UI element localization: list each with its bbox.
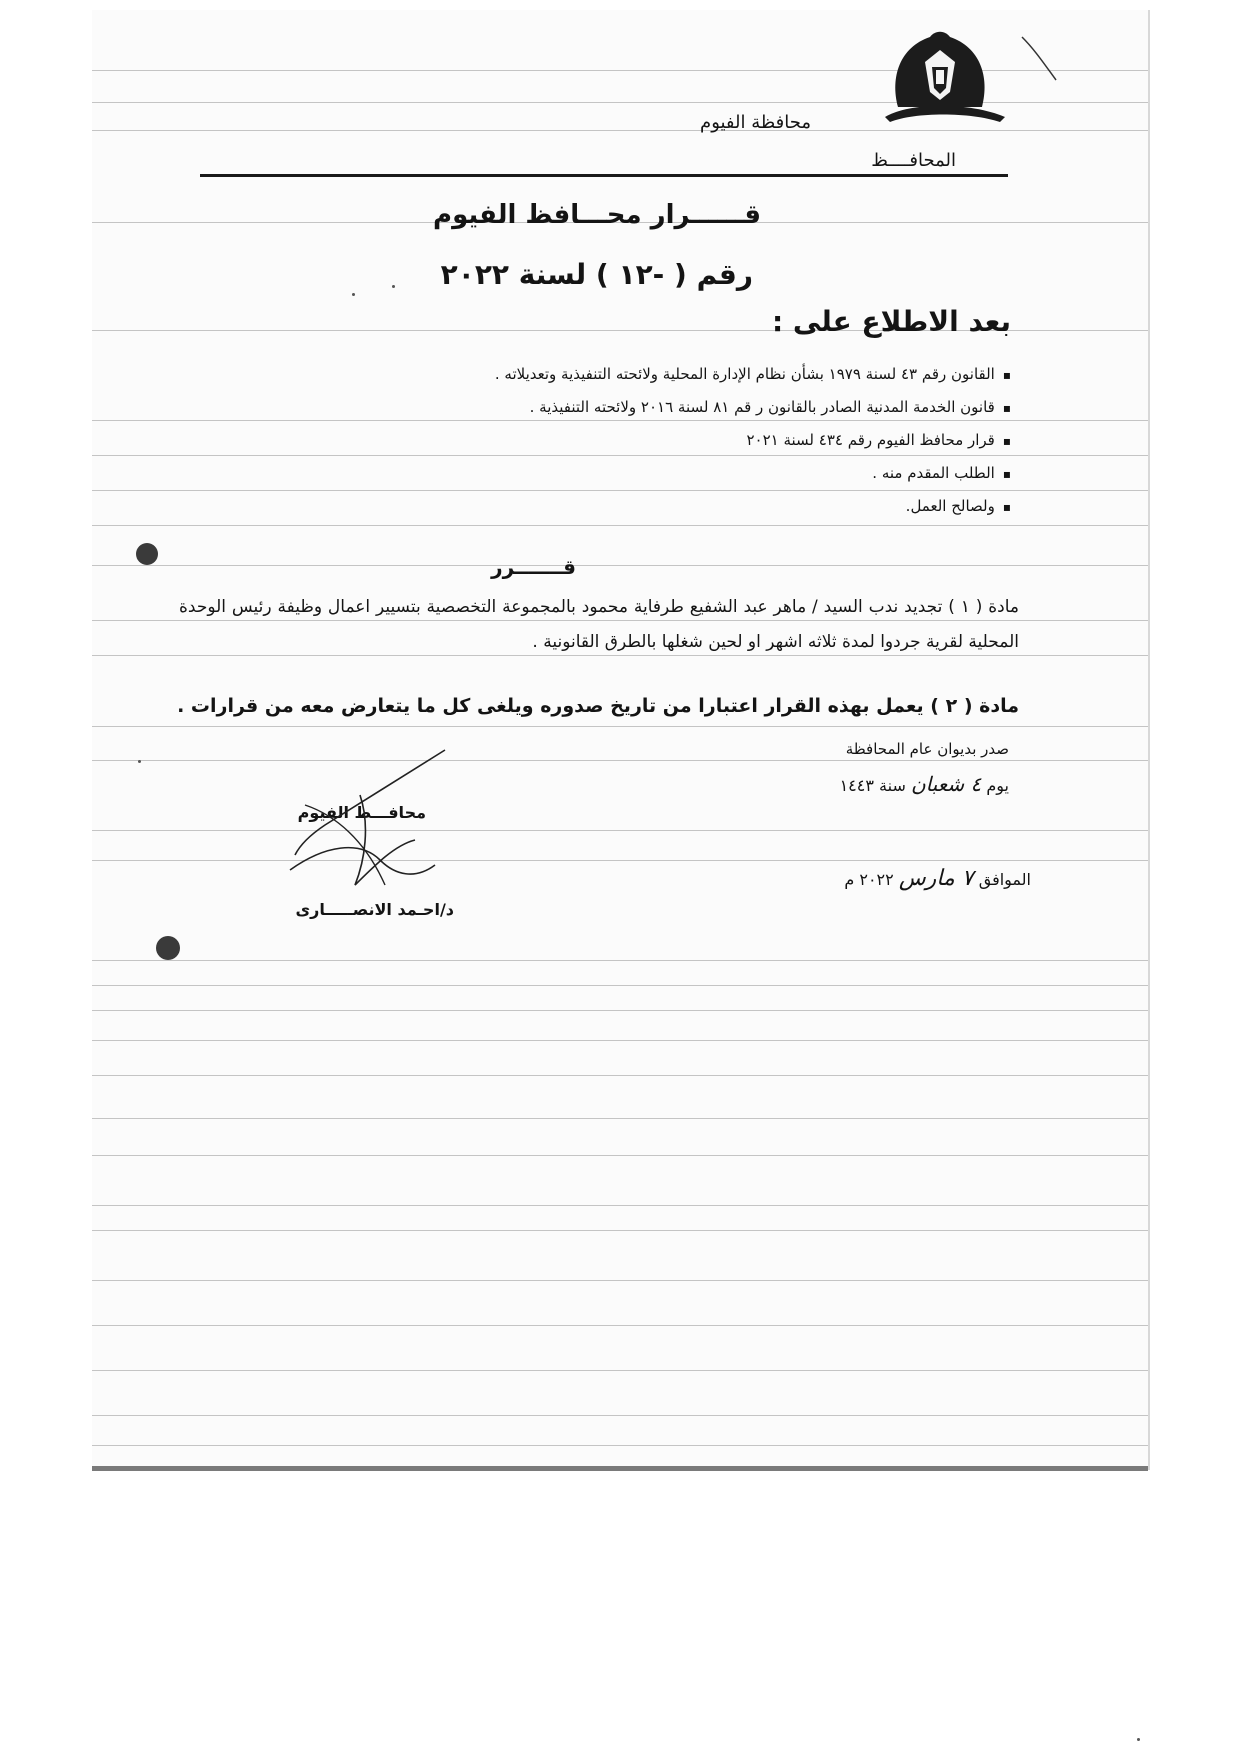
reference-list	[495, 358, 1011, 523]
handwritten-signature	[285, 745, 460, 895]
reference-item: ▪ ولصالح العمل.	[495, 490, 1011, 523]
day-label: يوم	[986, 776, 1009, 795]
scan-speck	[1137, 1738, 1140, 1741]
reference-item: ▪ القانون رقم ٤٣ لسنة ١٩٧٩ بشأن نظام الإدارة المحلية ولائحته التنفيذية وتعديلاته .	[495, 358, 1011, 391]
scan-speck	[352, 293, 355, 296]
article-1: مادة ( ١ ) تجديد ندب السيد / ماهر عبد الشفيع طرفاية محمود بالمجموعة التخصصية بتسيير اعمال وظيفة رئيس الوحدة المحلية لقرية جردوا لمدة ثلاثه اشهر او لحين شغلها بالطرق القانونية .	[179, 597, 1020, 652]
hijri-year: ١٤٤٣	[839, 776, 874, 795]
corresponding-label: الموافق	[978, 870, 1031, 889]
day-handwritten: ٤ شعبان	[910, 772, 982, 796]
scan-speck	[392, 285, 395, 288]
scan-speck	[138, 760, 141, 763]
punch-hole	[136, 543, 158, 565]
signatory-name: د/احـمد الانصـــــارى	[295, 900, 454, 919]
governorate-name: محافظة الفيوم	[700, 112, 811, 133]
reference-item: ▪ قانون الخدمة المدنية الصادر بالقانون ر قم ٨١ لسنة ٢٠١٦ ولائحته التنفيذية .	[495, 391, 1011, 424]
decree-title: قــــــرار محـــافظ الفيوم	[433, 200, 761, 230]
hijri-date-line	[840, 772, 1009, 796]
year-label: سنة	[879, 776, 906, 795]
gregorian-date-line	[844, 866, 1031, 891]
office-title: المحافــــظ	[871, 150, 956, 171]
issued-at: صدر بديوان عام المحافظة	[845, 740, 1009, 758]
eagle-emblem-icon	[880, 22, 1010, 127]
scan-edge	[92, 1466, 1148, 1471]
article-2: مادة ( ٢ ) يعمل بهذه القرار اعتبارا من تاريخ صدوره ويلغى كل ما يتعارض معه من قرارات .	[177, 695, 1019, 717]
punch-hole	[156, 936, 180, 960]
header-divider	[200, 174, 1008, 177]
decree-number: رقم ( -١٢ ) لسنة ٢٠٢٢	[440, 258, 753, 291]
pen-mark-icon	[1020, 35, 1060, 85]
year-suffix: ٢٠٢٢ م	[844, 870, 894, 889]
signatory-title: محافـــظ الفيوم	[297, 803, 426, 822]
reference-item: ▪ الطلب المقدم منه .	[495, 457, 1011, 490]
date-handwritten: ٧ مارس	[898, 866, 974, 891]
decides-heading: قـــــــرر	[491, 555, 576, 579]
preamble-heading: بعد الاطلاع على :	[771, 305, 1011, 338]
reference-item: ▪ قرار محافظ الفيوم رقم ٤٣٤ لسنة ٢٠٢١	[495, 424, 1011, 457]
